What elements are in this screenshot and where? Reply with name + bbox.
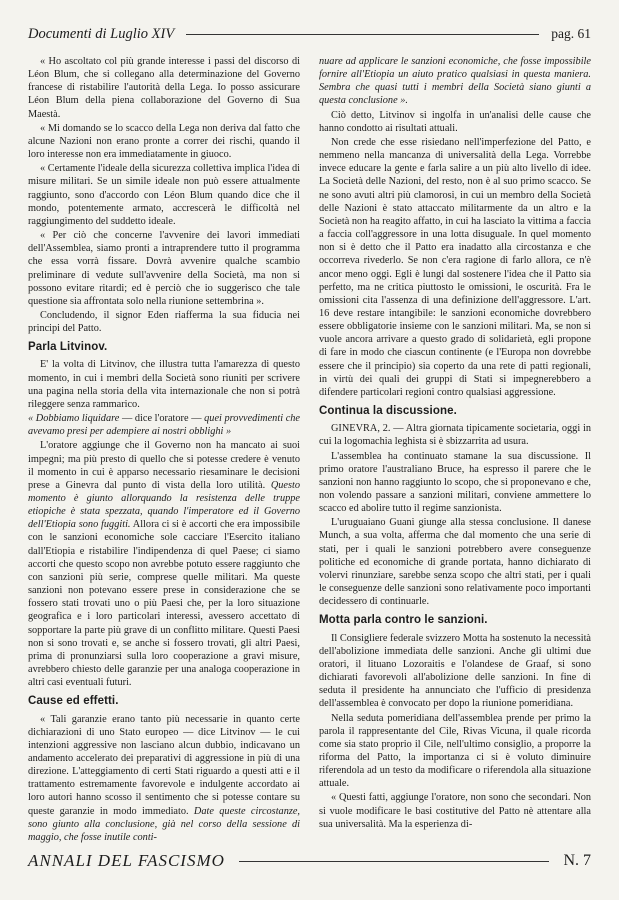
paragraph: « Certamente l'ideale della sicurezza collettiva implica l'idea di misure militari. Se un simile ideale non può essere attualmente raggiunto, sono d'accordo con Léon Blum quando dice che il mondo, potentemente armato, accrescerà le difficoltà nel raggiungimento del suddetto ideale. [28, 163, 300, 227]
paragraph: Concludendo, il signor Eden riafferma la sua fiducia nei principi del Patto. [28, 309, 300, 335]
right-column [319, 55, 591, 837]
page-number: pag. 61 [551, 26, 591, 41]
paragraph: « Ho ascoltato col più grande interesse i passi del discorso di Léon Blum, che si collegano alla determinazione del Governo francese di ristabilire l'autorità della Lega. Io posso assicurare Léon Blum della piena collaborazione del Governo di Sua Maestà. [28, 56, 300, 120]
text-run: L'oratore aggiunge che il Governo non ha mancato ai suoi impegni; ma più presto di quello che si potesse credere è venuto il momento in cui è apparso necessario riesaminare le decisioni prese a Ginevra dal punto di vista della loro utilità. [28, 440, 300, 491]
paragraph: L'assemblea ha continuato stamane la sua discussione. Il primo oratore l'australiano Bruce, ha espresso il parere che le sanzioni non hanno raggiunto lo scopo, che si proponevano e che, non volendo passare a sanzioni militari, conviene ammettere lo scacco ed abolire tutto il regime sanzionista. [319, 450, 591, 515]
page-footer [28, 850, 591, 872]
paragraph: « Questi fatti, aggiunge l'oratore, non sono che secondari. Non si vuole modificare le basi costitutive del Patto nè attentare alla sua universalità. Ma la esperienza di- [319, 792, 591, 830]
paragraph: nuare ad applicare le sanzioni economiche, che fosse impossibile fornire all'Etiopia un aiuto pratico qualsiasi in questa maniera. Sembra che quasi tutti i membri della Società siano giunti a questa conclusione ». [319, 56, 591, 107]
attribution: — dice l'oratore — [119, 413, 205, 425]
section-heading-continua: Continua la discussione. [319, 405, 457, 418]
italic-run: Date queste circostanze, sono giunto alla conclusione, già nel corso della sessione di maggio, che fosse inutile conti- [28, 805, 301, 843]
quote-text: « Dobbiamo liquidare [28, 413, 120, 425]
paragraph [28, 439, 300, 689]
paragraph: Il Consigliere federale svizzero Motta ha sostenuto la necessità dell'abolizione immediata delle sanzioni. Anche gli ultimi due oratori, il lituano Lozoraitis e l'olandese de Graaf, si sono dichiarati favorevoli all'abolizione delle sanzioni. In fine di seduta il presidente ha annunciato che l'ufficio di presidenza dell'assemblea è convocato per dopo la riunione pomeridiana. [319, 632, 591, 710]
paragraph: L'uruguaiano Guani giunge alla stessa conclusione. Il danese Munch, a sua volta, afferma che dal momento che una serie di stati, per i quali le sanzioni potrebbero avere conseguenze politiche ed economiche di grande portata, hanno dichiarato di volervi rinunziare, sarebbe senza scopo che altri stati, per i quali le conseguenze delle sanzioni sono relativamente poco importanti decidessero di continuarle. [319, 517, 591, 608]
header-rule [186, 34, 539, 35]
paragraph: Non crede che esse risiedano nell'imperfezione del Patto, e nemmeno nella mancanza di universalità della Lega. Vorrebbe invece educare la gente e farla salire a un più alto livello di idee. La Società delle Nazioni, del resto, non è al suo primo scacco. Se ne sono avuti altri più clamorosi, in cui un membro della Società delle Nazioni è stato attaccato militarmente da un altro e la Società non ha reagito affatto, in cui ha lasciato la vittima a faccia a faccia coll'aggressore in una lotta disuguale. In quel momento non si è detto che il Patto era inadatto alla circostanza e che occorreva rivederlo. Se non c'era ragione di farlo allora, ce n'è ancor meno oggi. Egli è lungi dal sostenere l'idea che il Patto sia perfetto, ma ne critica piuttosto le omissioni, le oscurità. Fra le omissioni cita l'assenza di una definizione dell'aggressore. L'art. 16 deve restare intangibile: le sanzioni economiche dovrebbero essere obbligatorie insieme con le sanzioni militari. Ma, se non si vuole ancora arrivare a questo grado di solidarietà, egli propone di fare in modo che ciascun continente (e l'Europa non dovrebbe essere che il principio) sia coperto da una rete di patti regionali, in virtù dei quali dei gruppi di Stati si impegnerebbero a difendere particolari regioni contro qualsiasi aggressione. [319, 136, 591, 398]
section-heading-cause: Cause ed effetti. [28, 695, 119, 708]
dateline-paragraph: GINEVRA, 2. — Altra giornata tipicamente societaria, oggi in cui la logomachia leghista si è sbizzarrita ad usura. [319, 423, 591, 448]
issue-number: N. 7 [563, 852, 591, 869]
paragraph: E' la volta di Litvinov, che illustra tutta l'amarezza di questo momento, in cui i membri della Società sono riuniti per scrivere una pagina nella storia della vita internazionale che non si potrà rileggere senza rammarico. [28, 359, 300, 410]
article-body [28, 55, 591, 843]
paragraph: Ciò detto, Litvinov si ingolfa in un'analisi delle cause che hanno condotto ai risultati attuali. [319, 109, 591, 134]
running-title: Documenti di Luglio XIV [28, 25, 175, 42]
italic-run: Questo momento è giunto allorquando la resistenza delle truppe etiopiche è stata spezzata, quando l'imperatore ed il Governo dell'Etiopia sono fuggiti. [28, 479, 300, 531]
paragraph [28, 713, 300, 845]
section-heading-motta: Motta parla contro le sanzioni. [319, 614, 488, 627]
quote-text: quei provvedimenti che avevamo presi per adempiere ai nostri obblighi » [28, 413, 300, 438]
footer-rule [239, 861, 550, 862]
page-header [28, 24, 591, 44]
paragraph: « Mi domando se lo scacco della Lega non deriva dal fatto che alcune Nazioni non erano pronte a correr dei rischi, quando il loro interesse non era immediatamente in giuoco. [28, 122, 300, 161]
paragraph: « Per ciò che concerne l'avvenire dei lavori immediati dell'Assemblea, siamo pronti a intraprendere tutto il programma che essa vorrà fissare. Dovrà avvenire qualche scambio preliminare di vedute sull'avvenire della Società, ma non si possono evitare ritardi; ed è perciò che io suggerisco che tale questione sia affrontata solo nella riunione settembrina ». [28, 230, 300, 307]
journal-title: ANNALI DEL FASCISMO [28, 851, 225, 870]
quote-paragraph [28, 412, 300, 438]
section-heading-litvinov: Parla Litvinov. [28, 341, 108, 354]
text-run: « Tali garanzie erano tanto più necessarie in quanto certe dichiarazioni di uno Stato europeo — dice Litvinov — le cui intenzioni aggressive non lasciano alcun dubbio, indicavano un andamento accelerato dei preparativi di aggressione in più di una direzione. L'atteggiamento di certi Stati riguardo a questi atti e il trattamento estremamente favorevole e indulgente accordato ai loro autori hanno scosso il sentimento che si potesse contare su queste garanzie in modo immediato. [28, 713, 300, 817]
paragraph: Nella seduta pomeridiana dell'assemblea prende per primo la parola il rappresentante del Cile, Rivas Vicuna, il quale ricorda come sia stato proprio il Cile, nell'ultimo consiglio, a proporre la riforma del Patto, la importanza ci si è voluto diminuire riferendola ad un testo da modificare o riferendola alla situazione attuale. [319, 712, 591, 790]
left-column [28, 55, 301, 843]
text-run: Allora ci si è accorti che era impossibile con le sanzioni economiche sole cacciare l'Esercito italiano dall'Etiopia e ristabilire l'indipendenza di quel Paese; ci siamo accorti che questo scopo non avrebbe potuto essere raggiunto che con sanzioni più serie, comprese quelle militari. Ma queste sanzioni non potevano essere prese in considerazione che se fossero stati trovati uno o più Paesi che, per la loro situazione geografica e i loro particolari interessi, avessero accettato di sopportare la parte più grave di un conflitto militare. Questi Paesi non si sono trovati e, se anche si fossero trovati, gli altri Paesi, prima di pronunziarsi sulla loro cooperazione a gravi misure, avrebbero chiesto delle garanzie per una analoga cooperazione in altri casi eventuali futuri. [28, 519, 300, 689]
